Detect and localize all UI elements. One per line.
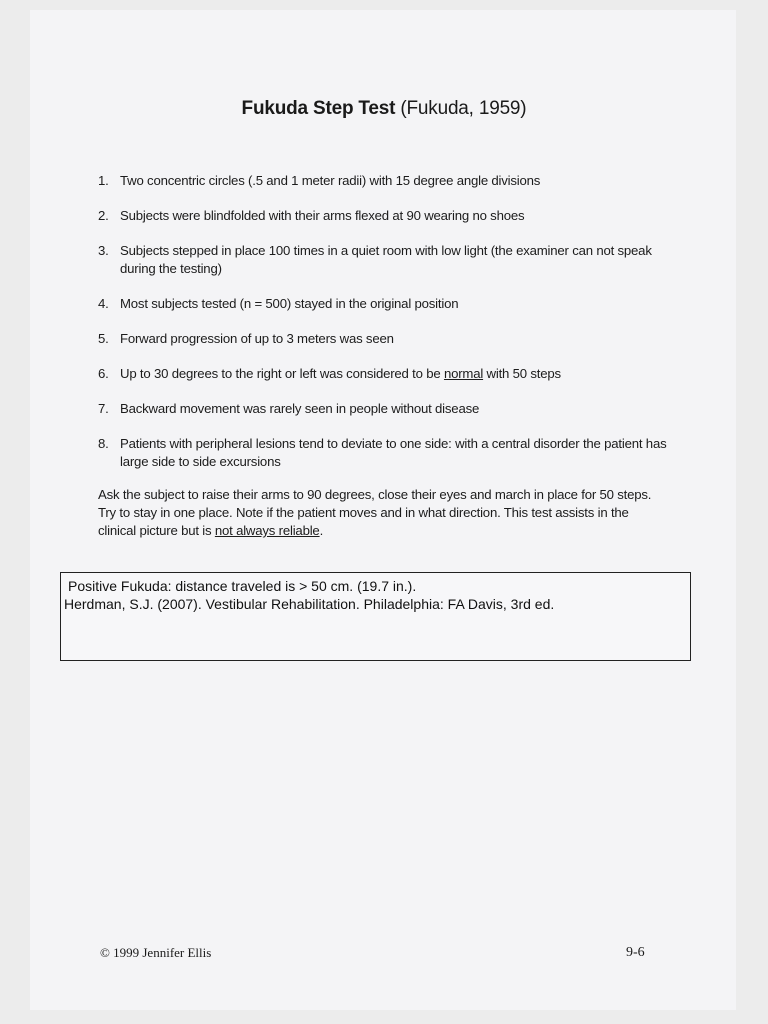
list-item xyxy=(98,330,668,348)
list-item xyxy=(98,365,668,383)
item-number: 7. xyxy=(98,401,109,416)
list-item xyxy=(98,435,668,471)
item-text: Subjects stepped in place 100 times in a quiet room with low light (the examiner can not speak during the testing) xyxy=(120,243,652,276)
reference-box xyxy=(60,572,691,661)
list-item xyxy=(98,207,668,225)
citation: Herdman, S.J. (2007). Vestibular Rehabilitation. Philadelphia: FA Davis, 3rd ed. xyxy=(64,596,555,612)
item-text-underlined: normal xyxy=(443,366,484,381)
item-text: Most subjects tested (n = 500) stayed in the original position xyxy=(120,296,459,311)
page-number: 9-6 xyxy=(626,945,645,960)
item-number: 6. xyxy=(98,366,109,381)
item-number: 5. xyxy=(98,331,109,346)
findings-list xyxy=(98,172,668,488)
item-text-after: with 50 steps xyxy=(483,366,561,381)
item-number: 1. xyxy=(98,173,109,188)
title-citation: (Fukuda, 1959) xyxy=(395,98,527,119)
note-text-underlined: not always reliable xyxy=(214,523,320,538)
item-number: 2. xyxy=(98,208,109,223)
item-text: Forward progression of up to 3 meters was seen xyxy=(120,331,394,346)
list-item xyxy=(98,172,668,190)
item-number: 8. xyxy=(98,436,109,451)
list-item xyxy=(98,242,668,278)
positive-criterion: Positive Fukuda: distance traveled is > 50 cm. (19.7 in.). xyxy=(68,578,417,594)
item-text: Backward movement was rarely seen in people without disease xyxy=(120,401,480,416)
item-text: Patients with peripheral lesions tend to deviate to one side: with a central disorder the patient has large side to side excursions xyxy=(120,436,667,469)
item-number: 4. xyxy=(98,296,109,311)
list-item xyxy=(98,400,668,418)
item-text-before: Up to 30 degrees to the right or left was considered to be xyxy=(120,366,444,381)
note-text-before: Ask the subject to raise their arms to 90 degrees, close their eyes and march in place for 50 steps. Try to stay in one place. Note if the patient moves and in what direction. This test assists in the clinical picture but is xyxy=(98,487,652,538)
item-text: Subjects were blindfolded with their arms flexed at 90 wearing no shoes xyxy=(120,208,525,223)
instructions-paragraph xyxy=(98,486,668,540)
title-main: Fukuda Step Test xyxy=(241,98,396,119)
item-text: Two concentric circles (.5 and 1 meter radii) with 15 degree angle divisions xyxy=(120,173,541,188)
list-item xyxy=(98,295,668,313)
page-title xyxy=(0,98,768,120)
copyright-footer: © 1999 Jennifer Ellis xyxy=(100,945,212,960)
item-number: 3. xyxy=(98,243,109,258)
note-text-after: . xyxy=(319,523,324,538)
